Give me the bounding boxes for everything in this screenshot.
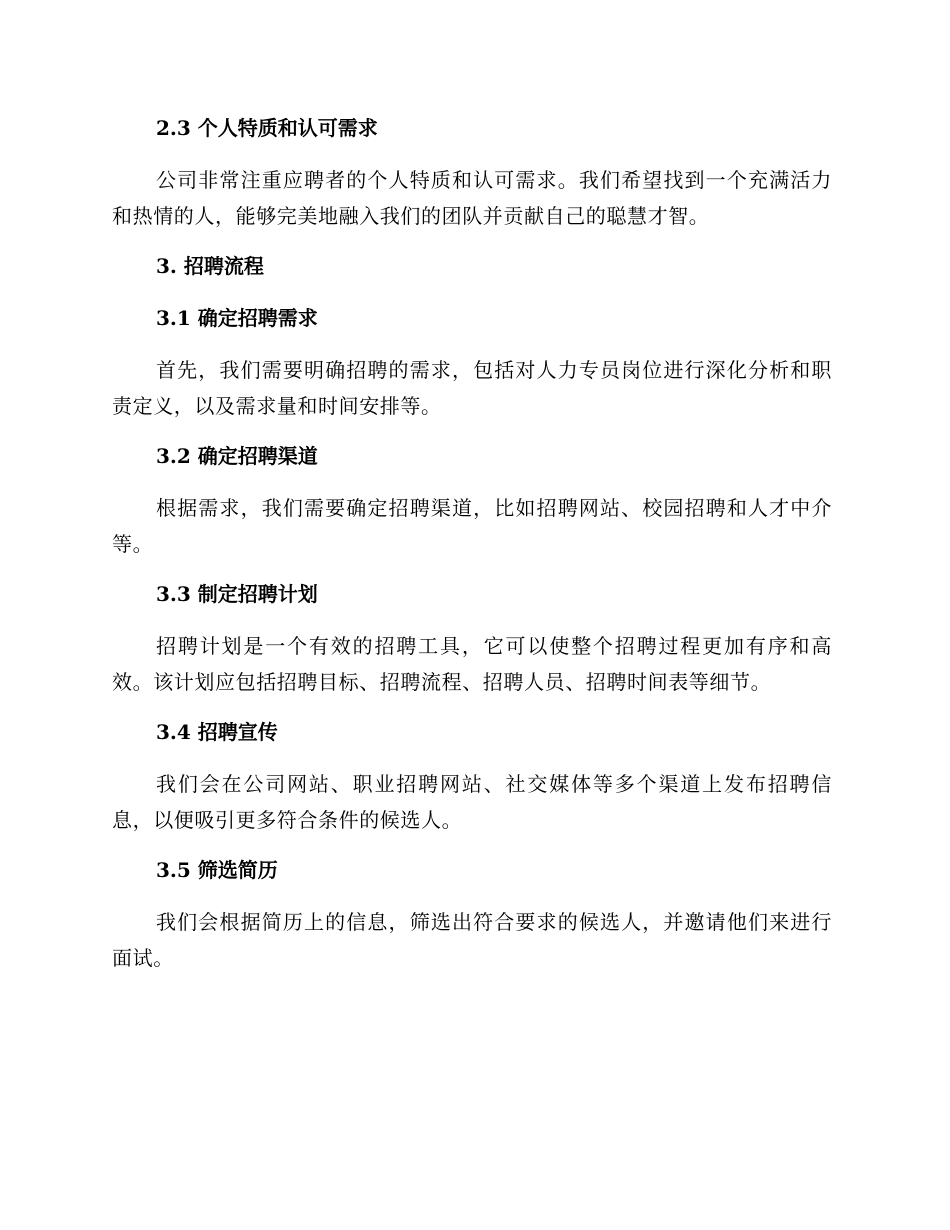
section-body-3-2: 根据需求，我们需要确定招聘渠道，比如招聘网站、校园招聘和人才中介等。: [112, 496, 832, 556]
section-heading-3-2: 3.2 确定招聘渠道: [156, 444, 318, 468]
section-heading-3-5: 3.5 筛选简历: [156, 858, 278, 882]
document-page: [112, 108, 832, 976]
section-body-3-1: 首先，我们需要明确招聘的需求，包括对人力专员岗位进行深化分析和职责定义，以及需求量和时间安排等。: [112, 358, 832, 418]
section-body-3-5: 我们会根据简历上的信息，筛选出符合要求的候选人，并邀请他们来进行面试。: [112, 910, 832, 970]
section-body-3-4: 我们会在公司网站、职业招聘网站、社交媒体等多个渠道上发布招聘信息，以便吸引更多符合条件的候选人。: [112, 772, 832, 832]
section-heading-2-3: 2.3 个人特质和认可需求: [156, 116, 378, 140]
section-body-2-3: 公司非常注重应聘者的个人特质和认可需求。我们希望找到一个充满活力和热情的人，能够完美地融入我们的团队并贡献自己的聪慧才智。: [112, 168, 832, 228]
section-heading-3-3: 3.3 制定招聘计划: [156, 582, 318, 606]
section-heading-3: 3. 招聘流程: [156, 254, 264, 278]
section-heading-3-4: 3.4 招聘宣传: [156, 720, 278, 744]
section-heading-3-1: 3.1 确定招聘需求: [156, 306, 318, 330]
section-body-3-3: 招聘计划是一个有效的招聘工具，它可以使整个招聘过程更加有序和高效。该计划应包括招聘目标、招聘流程、招聘人员、招聘时间表等细节。: [112, 634, 832, 694]
